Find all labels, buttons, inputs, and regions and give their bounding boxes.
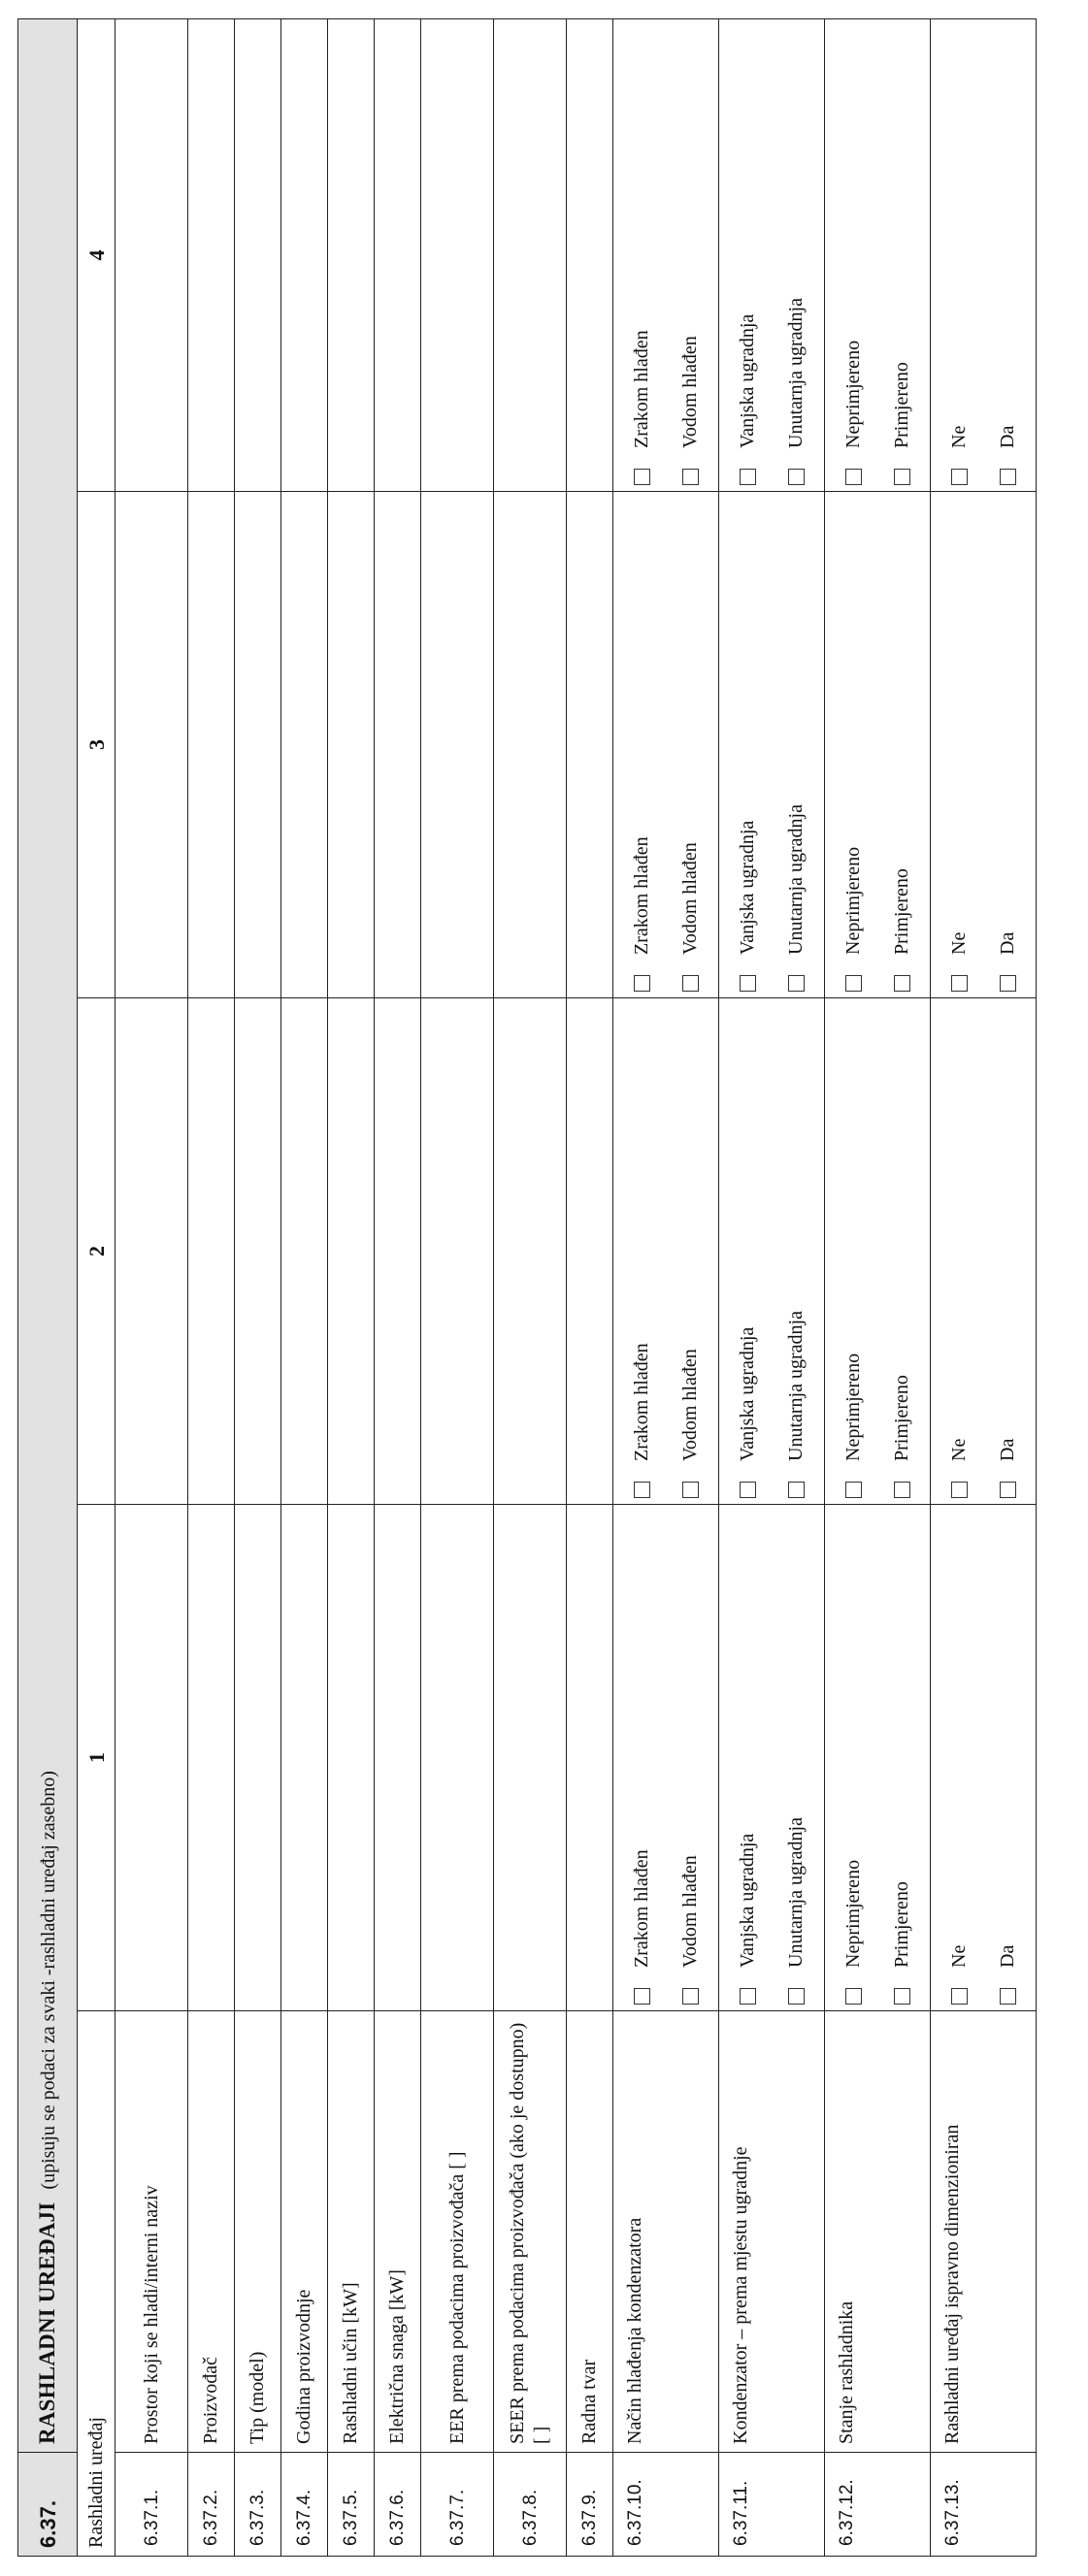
- entry-field-col-1[interactable]: [235, 1505, 281, 2011]
- table-row: [613, 19, 719, 2557]
- options-cell-col-4: [825, 19, 931, 492]
- checkbox[interactable]: [682, 1482, 699, 1498]
- checkbox-option[interactable]: [723, 25, 772, 485]
- checkbox-label: Neprimjereno: [841, 1353, 864, 1461]
- checkbox-label: Primjereno: [890, 362, 912, 448]
- checkbox[interactable]: [740, 1482, 756, 1498]
- table-row: [494, 19, 567, 2557]
- checkbox-label: Primjereno: [890, 1375, 912, 1461]
- row-label: Prostor koji se hladi/interni naziv: [115, 2011, 188, 2453]
- row-number: 6.37.12.: [825, 2453, 931, 2557]
- checkbox-label: Zrakom hlađen: [630, 1343, 652, 1461]
- entry-field-col-1[interactable]: [421, 1505, 494, 2011]
- checkbox[interactable]: [1000, 1988, 1016, 2005]
- checkbox-label: Da: [996, 1944, 1018, 1968]
- checkbox[interactable]: [740, 469, 756, 485]
- row-label: Kondenzator – prema mjestu ugradnje: [719, 2011, 825, 2453]
- checkbox-label: Ne: [947, 931, 970, 955]
- row-number: 6.37.13.: [931, 2453, 1037, 2557]
- checkbox[interactable]: [682, 1988, 699, 2005]
- table-row: [188, 19, 235, 2557]
- checkbox-label: Vanjska ugradnja: [736, 1326, 758, 1461]
- checkbox-option[interactable]: [935, 498, 983, 992]
- checkbox-label: Vodom hlađen: [678, 336, 701, 448]
- checkbox-label: Da: [996, 931, 1018, 955]
- row-number: 6.37.9.: [567, 2453, 613, 2557]
- checkbox-label: Primjereno: [890, 1881, 912, 1968]
- row-number: 6.37.11.: [719, 2453, 825, 2557]
- table-row: [235, 19, 281, 2557]
- row-number: 6.37.2.: [188, 2453, 235, 2557]
- checkbox-option[interactable]: [935, 1511, 983, 2005]
- checkbox[interactable]: [845, 469, 862, 485]
- checkbox-option[interactable]: [723, 1511, 772, 2005]
- entry-field-col-4[interactable]: [494, 19, 567, 492]
- checkbox[interactable]: [740, 1988, 756, 2005]
- table-row: [719, 19, 825, 2557]
- checkbox-option[interactable]: [983, 498, 1032, 992]
- table-row: [375, 19, 421, 2557]
- options-cell-col-3: [719, 492, 825, 998]
- entry-field-col-4[interactable]: [328, 19, 375, 492]
- entry-field-col-1[interactable]: [115, 1505, 188, 2011]
- checkbox-label: Da: [996, 425, 1018, 448]
- checkbox[interactable]: [894, 1482, 910, 1498]
- checkbox-option[interactable]: [666, 1004, 714, 1498]
- table-row: [567, 19, 613, 2557]
- checkbox-label: Neprimjereno: [841, 846, 864, 955]
- checkbox-label: Vodom hlađen: [678, 1855, 701, 1968]
- checkbox[interactable]: [634, 975, 650, 992]
- entry-field-col-2[interactable]: [328, 998, 375, 1505]
- checkbox[interactable]: [951, 975, 968, 992]
- entry-field-col-4[interactable]: [235, 19, 281, 492]
- checkbox[interactable]: [634, 469, 650, 485]
- checkbox-option[interactable]: [617, 25, 666, 485]
- options-cell-col-4: [613, 19, 719, 492]
- options-cell-col-1: [931, 1505, 1037, 2011]
- row-number: 6.37.4.: [281, 2453, 328, 2557]
- checkbox-option[interactable]: [617, 498, 666, 992]
- checkbox-option[interactable]: [935, 25, 983, 485]
- checkbox-label: Zrakom hlađen: [630, 330, 652, 448]
- entry-field-col-4[interactable]: [115, 19, 188, 492]
- row-label: Godina proizvodnje: [281, 2011, 328, 2453]
- checkbox-label: Zrakom hlađen: [630, 1849, 652, 1968]
- options-cell-col-3: [931, 492, 1037, 998]
- checkbox-label: Ne: [947, 1944, 970, 1968]
- row-label: Stanje rashladnika: [825, 2011, 931, 2453]
- entry-field-col-4[interactable]: [421, 19, 494, 492]
- checkbox-label: Ne: [947, 1438, 970, 1461]
- checkbox-option[interactable]: [772, 1511, 820, 2005]
- checkbox-label: Unutarnja ugradnja: [784, 1311, 807, 1461]
- options-cell-col-2: [825, 998, 931, 1505]
- row-label: Električna snaga [kW]: [375, 2011, 421, 2453]
- table-row: [421, 19, 494, 2557]
- section-title-cell: [18, 19, 78, 2453]
- checkbox-option[interactable]: [983, 1511, 1032, 2005]
- entry-field-col-4[interactable]: [281, 19, 328, 492]
- entry-field-col-2[interactable]: [115, 998, 188, 1505]
- checkbox-option[interactable]: [772, 25, 820, 485]
- row-label: Radna tvar: [567, 2011, 613, 2453]
- options-cell-col-1: [613, 1505, 719, 2011]
- checkbox[interactable]: [845, 975, 862, 992]
- entry-field-col-3[interactable]: [494, 492, 567, 998]
- row-number: 6.37.7.: [421, 2453, 494, 2557]
- checkbox[interactable]: [894, 975, 910, 992]
- entry-field-col-1[interactable]: [188, 1505, 235, 2011]
- entry-field-col-2[interactable]: [188, 998, 235, 1505]
- column-number-1: 1: [78, 1505, 115, 2011]
- options-cell-col-1: [719, 1505, 825, 2011]
- checkbox-label: Vanjska ugradnja: [736, 820, 758, 955]
- entry-field-col-1[interactable]: [567, 1505, 613, 2011]
- checkbox[interactable]: [951, 1482, 968, 1498]
- options-cell-col-4: [719, 19, 825, 492]
- checkbox[interactable]: [788, 469, 805, 485]
- entry-field-col-2[interactable]: [235, 998, 281, 1505]
- options-cell-col-4: [931, 19, 1037, 492]
- section-title-row: [18, 19, 78, 2557]
- checkbox-option[interactable]: [617, 1511, 666, 2005]
- column-number-4: 4: [78, 19, 115, 492]
- entry-field-col-3[interactable]: [328, 492, 375, 998]
- checkbox-label: Vodom hlađen: [678, 1349, 701, 1461]
- row-number: 6.37.8.: [494, 2453, 567, 2557]
- checkbox-option[interactable]: [877, 25, 926, 485]
- checkbox[interactable]: [1000, 1482, 1016, 1498]
- table-row: [115, 19, 188, 2557]
- checkbox[interactable]: [845, 1482, 862, 1498]
- entry-field-col-3[interactable]: [421, 492, 494, 998]
- checkbox[interactable]: [951, 469, 968, 485]
- checkbox-option[interactable]: [935, 1004, 983, 1498]
- section-title: RASHLADNI UREĐAJI: [34, 2201, 59, 2444]
- row-number: 6.37.3.: [235, 2453, 281, 2557]
- table-row: [931, 19, 1037, 2557]
- checkbox-label: Da: [996, 1438, 1018, 1461]
- entry-field-col-2[interactable]: [281, 998, 328, 1505]
- checkbox-option[interactable]: [877, 1004, 926, 1498]
- row-label: Rashladni uređaj ispravno dimenzioniran: [931, 2011, 1037, 2453]
- checkbox-label: Zrakom hlađen: [630, 836, 652, 955]
- checkbox-option[interactable]: [772, 1004, 820, 1498]
- checkbox[interactable]: [894, 469, 910, 485]
- entry-field-col-2[interactable]: [421, 998, 494, 1505]
- checkbox-label: Unutarnja ugradnja: [784, 804, 807, 955]
- checkbox-option[interactable]: [666, 25, 714, 485]
- checkbox-option[interactable]: [829, 1004, 877, 1498]
- checkbox-option[interactable]: [829, 1511, 877, 2005]
- checkbox-label: Unutarnja ugradnja: [784, 298, 807, 448]
- checkbox-option[interactable]: [983, 25, 1032, 485]
- checkbox-option[interactable]: [666, 1511, 714, 2005]
- checkbox-label: Unutarnja ugradnja: [784, 1817, 807, 1968]
- table-row: [825, 19, 931, 2557]
- options-cell-col-3: [825, 492, 931, 998]
- checkbox[interactable]: [740, 975, 756, 992]
- checkbox[interactable]: [788, 1988, 805, 2005]
- row-label: Tip (model): [235, 2011, 281, 2453]
- options-cell-col-2: [931, 998, 1037, 1505]
- checkbox-option[interactable]: [877, 1511, 926, 2005]
- entry-field-col-4[interactable]: [375, 19, 421, 492]
- checkbox-option[interactable]: [877, 498, 926, 992]
- checkbox-label: Vanjska ugradnja: [736, 313, 758, 448]
- entry-field-col-2[interactable]: [567, 998, 613, 1505]
- row-label: EER prema podacima proizvođača [ ]: [421, 2011, 494, 2453]
- checkbox[interactable]: [788, 975, 805, 992]
- entry-field-col-2[interactable]: [494, 998, 567, 1505]
- entry-field-col-4[interactable]: [188, 19, 235, 492]
- options-cell-col-3: [613, 492, 719, 998]
- checkbox-option[interactable]: [829, 498, 877, 992]
- entry-field-col-2[interactable]: [375, 998, 421, 1505]
- entry-field-col-3[interactable]: [115, 492, 188, 998]
- checkbox-label: Vodom hlađen: [678, 842, 701, 955]
- checkbox[interactable]: [634, 1482, 650, 1498]
- column-header-row: [78, 19, 115, 2557]
- table-row: [281, 19, 328, 2557]
- entry-field-col-1[interactable]: [375, 1505, 421, 2011]
- checkbox-label: Vanjska ugradnja: [736, 1833, 758, 1968]
- checkbox[interactable]: [1000, 469, 1016, 485]
- entry-field-col-1[interactable]: [494, 1505, 567, 2011]
- row-label: SEER prema podacima proizvođača (ako je dostupno) [ ]: [494, 2011, 567, 2453]
- entry-field-col-3[interactable]: [375, 492, 421, 998]
- section-number: 6.37.: [18, 2453, 78, 2557]
- entry-field-col-4[interactable]: [567, 19, 613, 492]
- entry-field-col-1[interactable]: [281, 1505, 328, 2011]
- device-header-label: Rashladni uređaj: [78, 2011, 115, 2557]
- options-cell-col-2: [613, 998, 719, 1505]
- column-number-2: 2: [78, 998, 115, 1505]
- checkbox-option[interactable]: [772, 498, 820, 992]
- checkbox[interactable]: [845, 1988, 862, 2005]
- checkbox[interactable]: [682, 469, 699, 485]
- checkbox-option[interactable]: [723, 498, 772, 992]
- checkbox-label: Primjereno: [890, 868, 912, 955]
- table-row: [328, 19, 375, 2557]
- entry-field-col-3[interactable]: [188, 492, 235, 998]
- checkbox[interactable]: [951, 1988, 968, 2005]
- checkbox-label: Neprimjereno: [841, 1859, 864, 1968]
- checkbox-option[interactable]: [617, 1004, 666, 1498]
- entry-field-col-3[interactable]: [567, 492, 613, 998]
- options-cell-col-1: [825, 1505, 931, 2011]
- entry-field-col-1[interactable]: [328, 1505, 375, 2011]
- checkbox-option[interactable]: [666, 498, 714, 992]
- checkbox[interactable]: [894, 1988, 910, 2005]
- options-cell-col-2: [719, 998, 825, 1505]
- section-subtitle: (upisuju se podaci za svaki -rashladni uređaj zasebno): [37, 1771, 59, 2190]
- row-number: 6.37.5.: [328, 2453, 375, 2557]
- row-label: Rashladni učin [kW]: [328, 2011, 375, 2453]
- cooling-devices-table: [17, 18, 1037, 2557]
- checkbox[interactable]: [788, 1482, 805, 1498]
- checkbox[interactable]: [682, 975, 699, 992]
- checkbox[interactable]: [634, 1988, 650, 2005]
- checkbox-option[interactable]: [983, 1004, 1032, 1498]
- row-label: Način hlađenja kondenzatora: [613, 2011, 719, 2453]
- entry-field-col-3[interactable]: [281, 492, 328, 998]
- row-label: Proizvođač: [188, 2011, 235, 2453]
- row-number: 6.37.6.: [375, 2453, 421, 2557]
- entry-field-col-3[interactable]: [235, 492, 281, 998]
- checkbox[interactable]: [1000, 975, 1016, 992]
- checkbox-option[interactable]: [723, 1004, 772, 1498]
- row-number: 6.37.1.: [115, 2453, 188, 2557]
- row-number: 6.37.10.: [613, 2453, 719, 2557]
- checkbox-option[interactable]: [829, 25, 877, 485]
- checkbox-label: Ne: [947, 425, 970, 448]
- checkbox-label: Neprimjereno: [841, 340, 864, 448]
- column-number-3: 3: [78, 492, 115, 998]
